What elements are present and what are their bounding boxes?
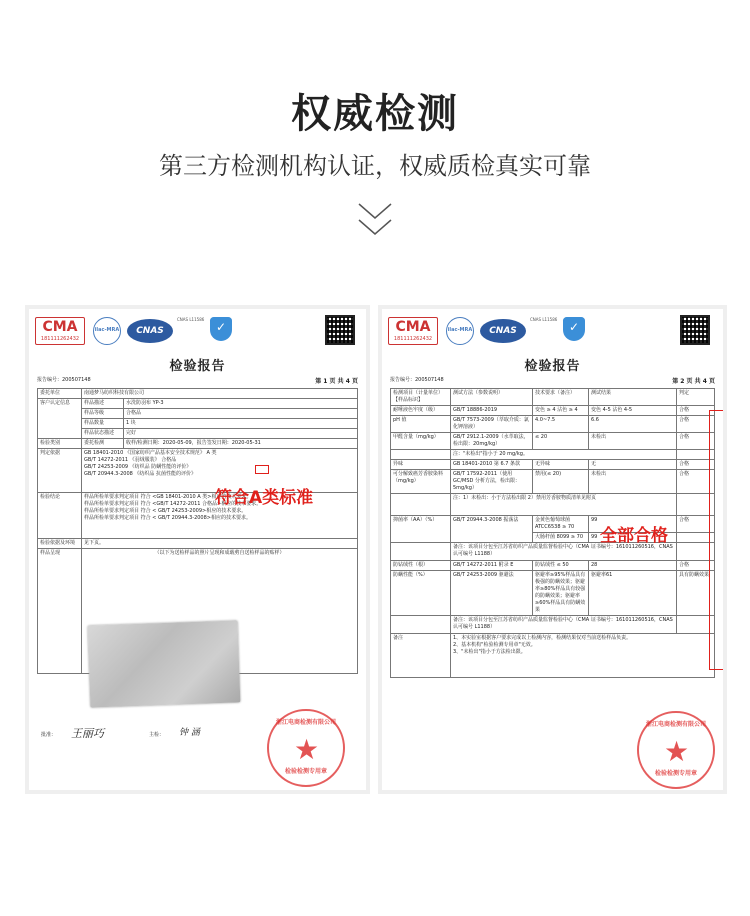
- table-cell: 防钻绒性（根）: [391, 561, 451, 571]
- table-cell: 变色 ≥ 4 沾色 ≥ 4: [533, 406, 589, 416]
- table-row: [391, 571, 715, 616]
- table-cell: 异味: [391, 460, 451, 470]
- table-cell: 28: [589, 561, 677, 571]
- table-cell: 无: [589, 460, 677, 470]
- table-cell: 委托检测: [82, 439, 124, 449]
- notes-row: [391, 634, 715, 678]
- table-cell: 样品状态描述: [82, 429, 124, 439]
- table-cell: 合格: [677, 416, 715, 433]
- table-cell: 1 块: [124, 419, 358, 429]
- table-cell: [391, 543, 451, 561]
- approve-signature: 王丽巧: [71, 727, 104, 740]
- table-cell: 4.0~7.5: [533, 416, 589, 433]
- double-chevron-down-icon: [355, 200, 395, 240]
- table-cell: 样品呈现: [38, 549, 82, 674]
- table-cell: 合格品: [124, 409, 358, 419]
- table-cell: 收样/检测日期：2020-05-09，报告签发日期：2020-05-31: [124, 439, 358, 449]
- table-header: 判定: [677, 389, 715, 406]
- table-row: [391, 494, 715, 516]
- table-cell: 驱避率≥95%样品具有极强的防螨效果；驱避率≥80%样品具有较强的防螨效果；驱避率≥60%样品具有防螨效果: [533, 571, 589, 616]
- table-cell: ≤ 20: [533, 433, 589, 450]
- table-row: [391, 460, 715, 470]
- report-meta: [390, 376, 715, 385]
- review-signature: 钟 涵: [179, 728, 200, 738]
- table-cell: 无异味: [533, 460, 589, 470]
- certified-shield-icon: [563, 317, 585, 341]
- cma-logo: CMA 181111262432: [388, 317, 438, 345]
- ilac-mra-logo: ilac-MRA: [446, 317, 474, 345]
- table-cell: GB/T 2912.1-2009（水萃取法，检出限：20mg/kg）: [451, 433, 533, 450]
- page-subtitle: 第三方检测机构认证，权威质检真实可靠: [159, 152, 591, 180]
- approve-label: 批准：: [41, 732, 57, 738]
- official-seal: 浙江电商检测有限公司 ★ 检验检测专用章: [267, 709, 345, 787]
- table-cell: 注：1）未检出：小于方法检出限 2）禁用芳香胺物质清单见附页: [451, 494, 677, 516]
- table-header: 检测项目（计量单位）【样品标识】: [391, 389, 451, 406]
- pass-column-highlight-box: [709, 410, 723, 670]
- table-cell: 甲醛含量（mg/kg）: [391, 433, 451, 450]
- table-cell: 备注：该项目分包至江苏省纺织产品质量监督检验中心（CMA 证书编号：161011260516，CNAS 认可编号 L1188）: [451, 616, 677, 634]
- table-cell: 99: [589, 533, 677, 543]
- report-title: 检验报告: [524, 359, 581, 374]
- table-cell: GB/T 7573-2009（萃取介质：氯化钾溶液）: [451, 416, 533, 433]
- qr-code-icon: [680, 315, 710, 345]
- table-cell: 检验依据及环境: [38, 539, 82, 549]
- cnas-number: CNAS L11586: [530, 317, 558, 322]
- table-cell: 具有防螨效果: [677, 571, 715, 616]
- table-cell: 判定依据: [38, 449, 82, 493]
- table-cell: 6.6: [589, 416, 677, 433]
- table-cell: GB/T 14272-2011 附录 E: [451, 561, 533, 571]
- table-cell: 未检出: [589, 470, 677, 494]
- a-class-annotation: 符合A类标准: [215, 488, 314, 508]
- table-cell: 检验类别: [38, 439, 82, 449]
- cnas-number: CNAS L11586: [177, 317, 205, 322]
- cnas-logo: CNAS: [480, 319, 526, 343]
- ilac-mra-logo: ilac-MRA: [93, 317, 121, 345]
- table-cell: （以下为送检样品的照片呈现和成载剪自送检样品的贴样）: [82, 549, 358, 674]
- table-cell: 检验结论: [38, 493, 82, 539]
- table-cell: 见下页。: [82, 539, 358, 549]
- cma-logo: CMA 181111262432: [35, 317, 85, 345]
- table-cell: GB/T 17592-2011（使用 GC/MSD 分析方法，检出限：5mg/kg）: [451, 470, 533, 494]
- table-cell: 合格: [677, 406, 715, 416]
- table-cell: 备注: [391, 634, 451, 678]
- report-title: 检验报告: [169, 359, 226, 374]
- review-label: 主检：: [149, 732, 165, 738]
- table-cell: 南通梦马纺织科技有限公司: [82, 389, 358, 399]
- qr-code-icon: [325, 315, 355, 345]
- table-cell: GB/T 24253-2009 驱避法: [451, 571, 533, 616]
- table-cell: 99: [589, 516, 677, 533]
- table-cell: GB 18401-2010 《国家纺织产品基本安全技术规范》 A 类 GB/T 14272-2011 《羽绒服装》 合格品 GB/T 24253-2009 《纺织品 防螨性能的评价》 GB/T 20944.3-2008 《纺织品 抗菌性能的评价》: [82, 449, 358, 493]
- table-cell: 大肠杆菌 8099 ≥ 70: [533, 533, 589, 543]
- table-cell: GB/T 20944.3-2008 振荡法: [451, 516, 533, 543]
- report-number: 报告编号：200507148: [37, 377, 91, 383]
- table-row: [391, 470, 715, 494]
- table-row: [391, 433, 715, 450]
- table-row: [391, 561, 715, 571]
- table-cell: 合格: [677, 561, 715, 571]
- report-meta: [37, 376, 358, 385]
- table-cell: 委托单位: [38, 389, 82, 399]
- table-header: 测试方法（参数说明）: [451, 389, 533, 406]
- table-cell: 变色 4-5 沾色 4-5: [589, 406, 677, 416]
- table-cell: 驱避率61: [589, 571, 677, 616]
- table-cell: 可分解致癌芳香胺染料（mg/kg）: [391, 470, 451, 494]
- table-cell: 水洗防羽布 YP-3: [124, 399, 358, 409]
- table-cell: 金黄色葡萄球菌 ATCC6538 ≥ 70: [533, 516, 589, 533]
- table-cell: 样品等级: [82, 409, 124, 419]
- table-cell: 禁用(≤ 20): [533, 470, 589, 494]
- table-cell: 完好: [124, 429, 358, 439]
- table-cell: 样品数量: [82, 419, 124, 429]
- official-seal: 浙江电商检测有限公司 ★ 检验检测专用章: [637, 711, 715, 789]
- table-cell: [391, 450, 451, 460]
- report-page-2: [378, 305, 727, 794]
- table-cell: pH 值: [391, 416, 451, 433]
- a-class-highlight-box: [255, 465, 269, 474]
- table-cell: 合格: [677, 516, 715, 533]
- report-number: 报告编号：200507148: [390, 377, 444, 383]
- certification-logos: [388, 313, 717, 349]
- certification-logos: [35, 313, 360, 349]
- cnas-logo: CNAS: [127, 319, 173, 343]
- table-cell: 客户认定信息: [38, 399, 82, 439]
- table-cell: 耐唾液色牢度（级）: [391, 406, 451, 416]
- table-cell: 1、本实验室根据客户要求完成以上检测内容，检测结果仅对当前送检样品负责。 2、基本机构"检验检测专用章"无效。 3、"未检出"指小于方法检出限。: [451, 634, 715, 678]
- table-cell: 样品所检单要求判定项目 符合 <GB 18401-2010 A 类>相应的技术要求。 样品所检单要求判定项目 符合 <GB/T 14272-2011 合格品>相应的技术要求。 样品所检单要求判定项目 符合 < GB/T 24253-2009>相应的技术要求。 样品所检单要求判定项目 符合 < GB/T 20944.3-2008>相应的技术要求。: [82, 493, 358, 539]
- table-cell: 合格: [677, 460, 715, 470]
- table-cell: 合格: [677, 470, 715, 494]
- page-title: 权威检测: [291, 91, 459, 137]
- table-cell: 防钻绒性 ≤ 50: [533, 561, 589, 571]
- table-cell: [391, 494, 451, 516]
- table-cell: 抑菌率（AA）（%）: [391, 516, 451, 543]
- certified-shield-icon: [210, 317, 232, 341]
- page-number: 第 1 页 共 4 页: [315, 378, 358, 385]
- table-cell: 合格: [677, 433, 715, 450]
- table-row: [391, 416, 715, 433]
- page-number: 第 2 页 共 4 页: [672, 378, 715, 385]
- table-cell: 样品描述: [82, 399, 124, 409]
- table-cell: 防螨性能（%）: [391, 571, 451, 616]
- table-cell: [391, 616, 451, 634]
- table-cell: 备注：该项目分包至江苏省纺织产品质量监督检验中心（CMA 证书编号：161011260516，CNAS 认可编号 L1188）: [451, 543, 677, 561]
- table-cell: GB/T 18886-2019: [451, 406, 533, 416]
- table-header: 测试结果: [589, 389, 677, 406]
- table-row: [391, 616, 715, 634]
- table-cell: GB 18401-2010 第 6.7 条款: [451, 460, 533, 470]
- all-pass-annotation: 全部合格: [600, 526, 668, 546]
- table-row: [391, 406, 715, 416]
- table-cell: 注："未检出"指小于 20 mg/kg。: [451, 450, 677, 460]
- table-cell: 未检出: [589, 433, 677, 450]
- table-header: 技术要求（备注）: [533, 389, 589, 406]
- fabric-sample-photo: [88, 620, 241, 707]
- table-row: [391, 450, 715, 460]
- report-page-1: [25, 305, 370, 794]
